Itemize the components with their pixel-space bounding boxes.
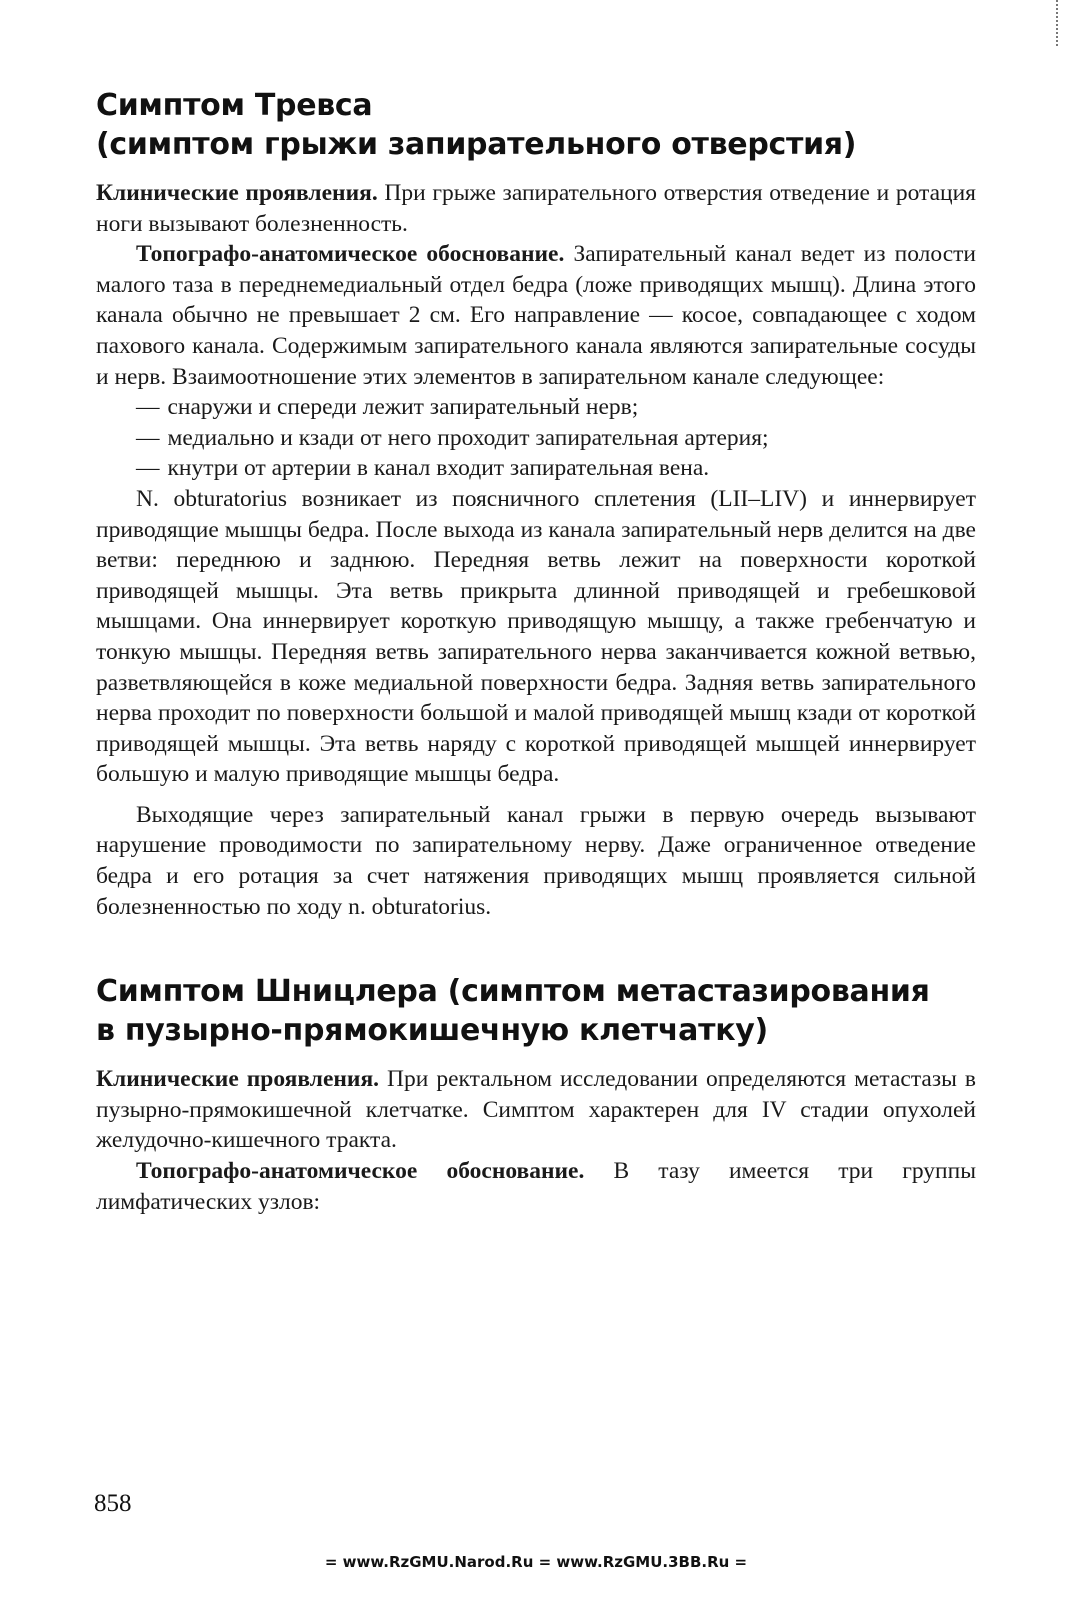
section-title-line: (симптом грыжи запирательного отверстия) xyxy=(96,127,857,162)
paragraph-lead: Топографо-анатомическое обоснование. xyxy=(136,1158,585,1185)
section-title-schnitzler xyxy=(96,972,976,1050)
paragraph-text: В тазу имеется три группы лимфатических узлов: xyxy=(96,1158,976,1215)
anatomy-paragraph xyxy=(96,239,976,392)
list-item xyxy=(96,453,976,484)
paragraph-lead: Клинические проявления. xyxy=(96,1066,380,1093)
dash-marker: — xyxy=(136,455,160,482)
section-title-line: в пузырно-прямокишечную клетчатку) xyxy=(96,1013,768,1049)
page-content xyxy=(96,86,976,1217)
hernia-paragraph: Выходящие через запирательный канал грыжи в первую очередь вызывают нарушение проводимости по запирательному нерву. Даже ограниченное отведение бедра и его ротация за счет натяжения приводящих мышц проявляется сильной болезненностью по ходу n. obturatorius. xyxy=(96,801,976,920)
list-item-text: кнутри от артерии в канал входит запирательная вена. xyxy=(167,455,710,482)
list-item xyxy=(96,423,976,454)
footer-watermark: = www.RzGMU.Narod.Ru = www.RzGMU.3BB.Ru = xyxy=(324,1553,748,1571)
list-item-text: снаружи и спереди лежит запирательный нерв; xyxy=(167,394,639,421)
page-number: 858 xyxy=(94,1490,132,1517)
section-title-treves xyxy=(96,86,976,164)
list-item xyxy=(96,392,976,423)
clinical-paragraph xyxy=(96,178,976,239)
paragraph-lead: Клинические проявления. xyxy=(96,180,378,206)
paragraph-text: При ректальном исследовании определяются метастазы в пузырно-прямокишечной клетчатке. Симптом характерен для IV стадии опухолей желудочно-кишечного тракта. xyxy=(96,1066,976,1154)
clinical-paragraph xyxy=(96,1064,976,1156)
dash-marker: — xyxy=(136,424,160,451)
nerve-paragraph: N. obturatorius возникает из поясничного сплетения (LII–LIV) и иннервирует приводящие мышцы бедра. После выхода из канала запирательный нерв делится на две ветви: переднюю и заднюю. Передняя ветвь лежит на поверхности короткой приводящей мышцы. Эта ветвь прикрыта длинной приводящей и гребешковой мышцами. Она иннервирует короткую приводящую мышцу, а также гребенчатую и тонкую мышцы. Передняя ветвь запирательного нерва заканчивается кожной ветвью, разветвляющейся в коже медиальной поверхности бедра. Задняя ветвь запирательного нерва проходит по поверхности большой и малой приводящей мышц кзади от короткой приводящей мышцы. Эта ветвь наряду с короткой приводящей мышцей иннервирует большую и малую приводящие мышцы бедра. xyxy=(96,485,976,788)
anatomy-paragraph xyxy=(96,1156,976,1217)
scan-edge-mark xyxy=(1054,0,1058,46)
paragraph-text: Запирательный канал ведет из полости малого таза в переднемедиальный отдел бедра (ложе приводящих мышц). Длина этого канала обычно не превышает 2 см. Его направление — косое, совпадающее с ходом пахового канала. Содержимым запирательного канала являются запирательные сосуды и нерв. Взаимоотношение этих элементов в запирательном канале следующее: xyxy=(96,241,976,390)
paragraph-lead: Топографо-анатомическое обоснование. xyxy=(136,241,565,268)
paragraph-text: При грыже запирательного отверстия отведение и ротация ноги вызывают болезненность. xyxy=(96,180,976,237)
section-title-line: Симптом Шницлера (симптом метастазирования xyxy=(96,974,930,1010)
canal-contents-list xyxy=(96,392,976,484)
section-title-line: Симптом Тревса xyxy=(96,88,373,123)
dash-marker: — xyxy=(136,394,160,421)
list-item-text: медиально и кзади от него проходит запирательная артерия; xyxy=(167,424,769,451)
